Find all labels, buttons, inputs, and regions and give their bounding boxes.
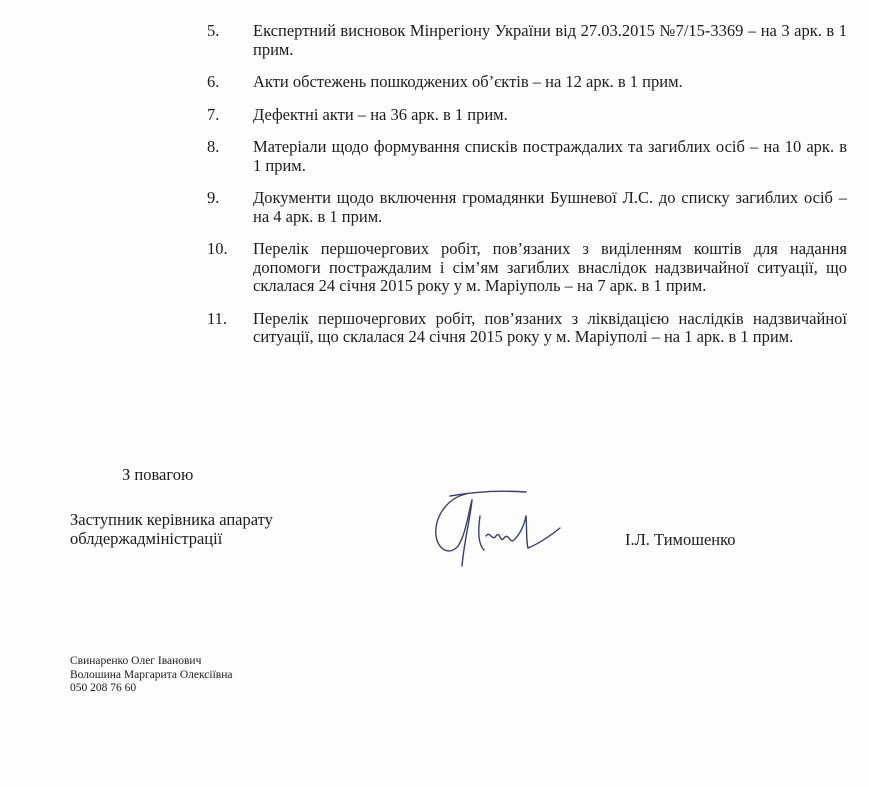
item-text: Акти обстежень пошкоджених об’єктів – на 12 арк. в 1 прим.	[253, 72, 683, 91]
item-number: 9.	[207, 188, 220, 207]
list-item	[207, 310, 847, 347]
item-text: Перелік першочергових робіт, пов’язаних з ліквідацією наслідків надзвичайної ситуації, що склалася 24 січня 2015 року у м. Маріуполі – на 1 арк. в 1 прим.	[253, 308, 847, 346]
list-item	[207, 189, 847, 226]
item-text: Документи щодо включення громадянки Бушневої Л.С. до списку загиблих осіб – на 4 арк. в 1 прим.	[253, 188, 847, 226]
contact-line: Волошина Маргарита Олексіївна	[70, 668, 233, 681]
contacts-block	[70, 655, 232, 696]
list-item	[207, 22, 847, 59]
list-item	[207, 138, 847, 175]
attachments-list	[207, 22, 847, 361]
regards-text: З повагою	[122, 465, 194, 484]
item-text: Дефектні акти – на 36 арк. в 1 прим.	[253, 104, 508, 124]
item-number: 8.	[207, 137, 220, 156]
list-item	[207, 73, 847, 92]
contact-phone: 050 208 76 60	[70, 682, 137, 694]
signer-name: І.Л. Тимошенко	[625, 530, 736, 549]
list-item	[207, 240, 847, 296]
contact-line: Свинаренко Олег Іванович	[70, 655, 202, 667]
item-number: 11.	[207, 308, 228, 328]
item-number: 6.	[207, 72, 220, 91]
item-text: Експертний висновок Мінрегіону України від 27.03.2015 №7/15-3369 – на 3 арк. в 1 прим.	[253, 21, 847, 59]
item-number: 7.	[207, 104, 220, 124]
item-number: 10.	[207, 239, 228, 258]
item-number: 5.	[207, 21, 220, 40]
signer-position	[70, 510, 273, 548]
item-text: Матеріали щодо формування списків постраждалих та загиблих осіб – на 10 арк. в 1 прим.	[253, 137, 847, 175]
item-text: Перелік першочергових робіт, пов’язаних з виділенням коштів для надання допомоги постраждалим і сім’ям загиблих внаслідок надзвичайної ситуації, що склалася 24 січня 2015 року у м. Маріуполь – на 7 арк. в 1 прим.	[253, 239, 847, 295]
handwritten-signature	[428, 486, 563, 571]
position-line: облдержадміністрації	[70, 529, 223, 548]
list-item	[207, 106, 847, 125]
position-line: Заступник керівника апарату	[70, 510, 273, 529]
